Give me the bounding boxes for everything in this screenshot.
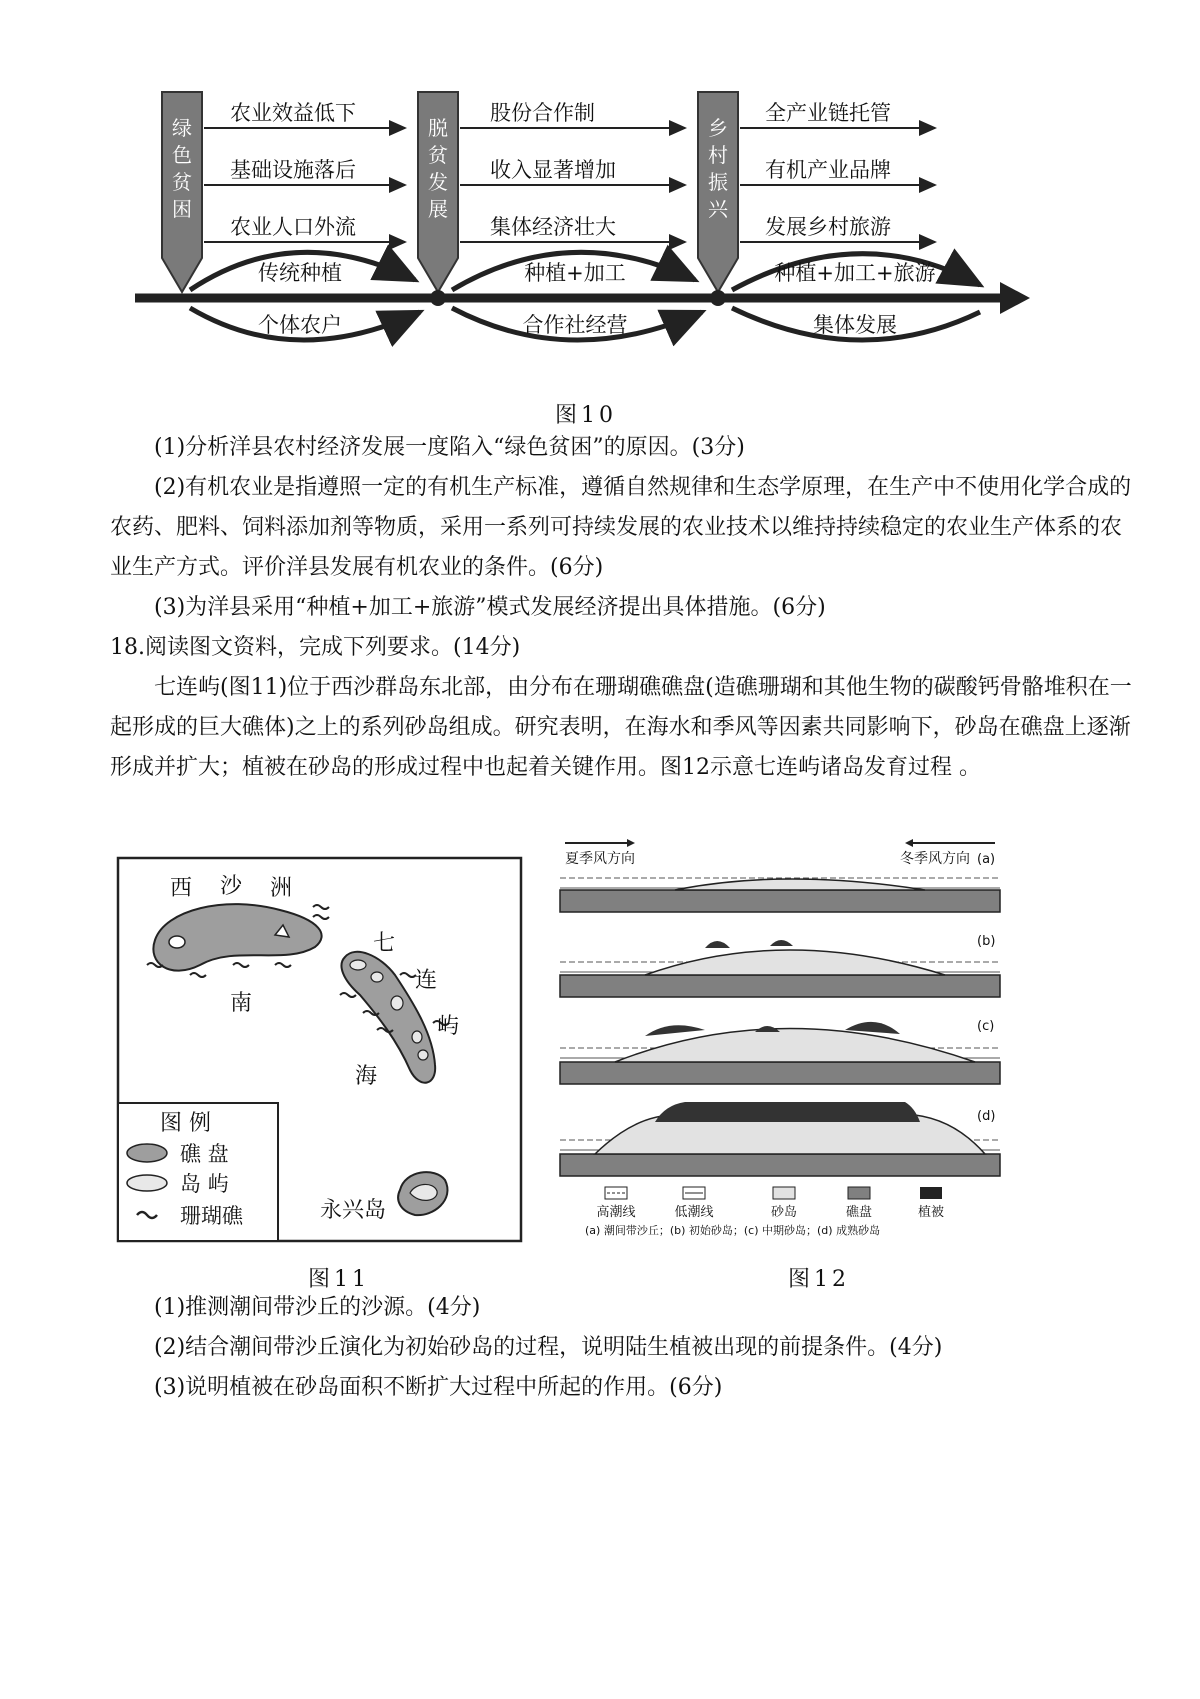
figure-10-caption: 图10 [555,403,617,428]
stage-2-row-3: 集体经济壮大 [490,215,616,239]
q18-intro: 七连屿(图11)位于西沙群岛东北部，由分布在珊瑚礁礁盘(造礁珊瑚和其他生物的碳酸钙骨骼堆积在一起形成的巨大礁体)之上的系列砂岛组成。研究表明，在海水和季风等因素共同影响下，砂岛在礁盘上逐渐形成并扩大；植被在砂岛的形成过程中也起着关键作用。图12示意七连屿诸岛发育过程 。 [110,675,1132,780]
stage-1-arc-bottom-label: 个体农户 [258,313,342,337]
timeline-arrow-head [1000,282,1030,314]
legend-title: 图 例 [160,1111,211,1136]
timeline-node-3 [710,290,726,306]
legend-reef-flat: 礁盘 [845,1205,873,1220]
stage-1-pillar [162,92,202,292]
stage-2-char-3: 发 [428,170,448,194]
stage-3-row-3: 发展乡村旅游 [765,215,891,239]
stage-1-row-1: 农业效益低下 [230,101,356,125]
map-legend [118,1103,278,1241]
q18-item-1: (1)推测潮间带沙丘的沙源。(4分) [154,1295,481,1320]
panel-c [560,1022,1000,1084]
legend-reef-label: 礁 盘 [180,1142,229,1166]
stage-2-char-4: 展 [428,197,448,221]
stage-3-char-2: 村 [708,143,728,167]
panel-a-label: (a) [977,852,996,867]
stage-3-char-3: 振 [708,170,728,194]
qilianyu-island-1 [350,960,366,970]
stage-3-row-1: 全产业链托管 [765,101,891,125]
legend-island-swatch [127,1175,167,1191]
q18-item-3: (3)说明植被在砂岛面积不断扩大过程中所起的作用。(6分) [154,1375,723,1400]
qilianyu-island-3 [391,996,403,1010]
stage-3-pillar [698,92,738,292]
stage-2-char-2: 贫 [428,143,448,167]
legend-low-tide: 低潮线 [674,1205,714,1220]
fig12-legend [585,1187,944,1237]
legend-high-tide: 高潮线 [596,1205,636,1220]
stage-2-row-1: 股份合作制 [490,101,595,125]
q17-item-1: (1)分析洋县农村经济发展一度陷入“绿色贫困”的原因。(3分) [154,435,745,460]
fig12-note: (a) 潮间带沙丘；(b) 初始砂岛；(c) 中期砂岛；(d) 成熟砂岛 [585,1224,881,1237]
label-zhou: 洲 [270,876,293,901]
stage-1-char-2: 色 [172,143,192,167]
stage-3-char-1: 乡 [708,116,728,140]
stage-1-arc-top-label: 传统种植 [258,261,342,285]
q17-item-2: (2)有机农业是指遵照一定的有机生产标准，遵循自然规律和生态学原理，在生产中不使用化学合成的农药、肥料、饲料添加剂等物质，采用一系列可持续发展的农业技术以维持持续稳定的农业生产体系的农业生产方式。评价洋县发展有机农业的条件。(6分) [110,475,1132,580]
label-yongxing: 永兴岛 [320,1198,387,1223]
stage-1-row-2: 基础设施落后 [230,158,356,182]
stage-2-arc-top-label: 种植+加工 [524,261,626,285]
qilianyu-island-5 [418,1050,428,1060]
stage-3-arc-top-label: 种植+加工+旅游 [774,261,936,285]
timeline-node-2 [430,290,446,306]
legend-coral-label: 珊瑚礁 [180,1204,243,1228]
legend-reef-swatch [127,1144,167,1162]
stage-3-row-2: 有机产业品牌 [765,158,891,182]
legend-island-label: 岛 屿 [180,1172,229,1196]
figure-11-caption: 图11 [308,1267,370,1292]
label-nan: 南 [230,991,253,1016]
stage-2-pillar [418,92,458,292]
label-sha: 沙 [220,874,243,899]
figure-12-diagram [555,830,1005,1250]
stage-2-arc-bottom-label: 合作社经营 [522,313,628,337]
stage-1-row-3: 农业人口外流 [230,215,356,239]
q18-heading: 18.阅读图文资料，完成下列要求。(14分) [110,635,521,660]
summer-wind-label: 夏季风方向 [565,851,635,867]
qilianyu-island-2 [371,972,383,982]
stage-3-char-4: 兴 [708,197,728,221]
figure-12-caption: 图12 [788,1267,850,1292]
qilianyu-island-4 [412,1031,422,1043]
winter-wind-label: 冬季风方向 [900,851,970,867]
label-xi: 西 [170,876,193,901]
panel-b-label: (b) [977,934,996,949]
figure-11-map [115,855,525,1245]
stage-1-char-4: 困 [172,197,192,221]
stage-3-arc-bottom-label: 集体发展 [813,313,897,337]
legend-sand-island: 砂岛 [770,1205,798,1220]
label-hai: 海 [355,1064,378,1089]
stage-1-char-3: 贫 [172,170,192,194]
panel-d [560,1102,1000,1176]
legend-vegetation: 植被 [917,1205,945,1220]
q18-item-2: (2)结合潮间带沙丘演化为初始砂岛的过程，说明陆生植被出现的前提条件。(4分) [154,1335,943,1360]
panel-c-label: (c) [977,1019,995,1034]
stage-2-row-2: 收入显著增加 [490,158,616,182]
stage-2-char-1: 脱 [428,116,448,140]
figure-10-diagram [120,80,1040,380]
panel-a [560,878,1000,912]
label-qi: 七 [373,931,396,956]
xishazhou-island-1 [169,936,185,948]
panel-b [560,940,1000,997]
panel-d-label: (d) [977,1109,996,1124]
stage-1-char-1: 绿 [172,116,192,140]
label-lian: 连 [415,968,438,993]
q17-item-3: (3)为洋县采用“种植+加工+旅游”模式发展经济提出具体措施。(6分) [154,595,826,620]
label-yu: 屿 [437,1014,460,1039]
